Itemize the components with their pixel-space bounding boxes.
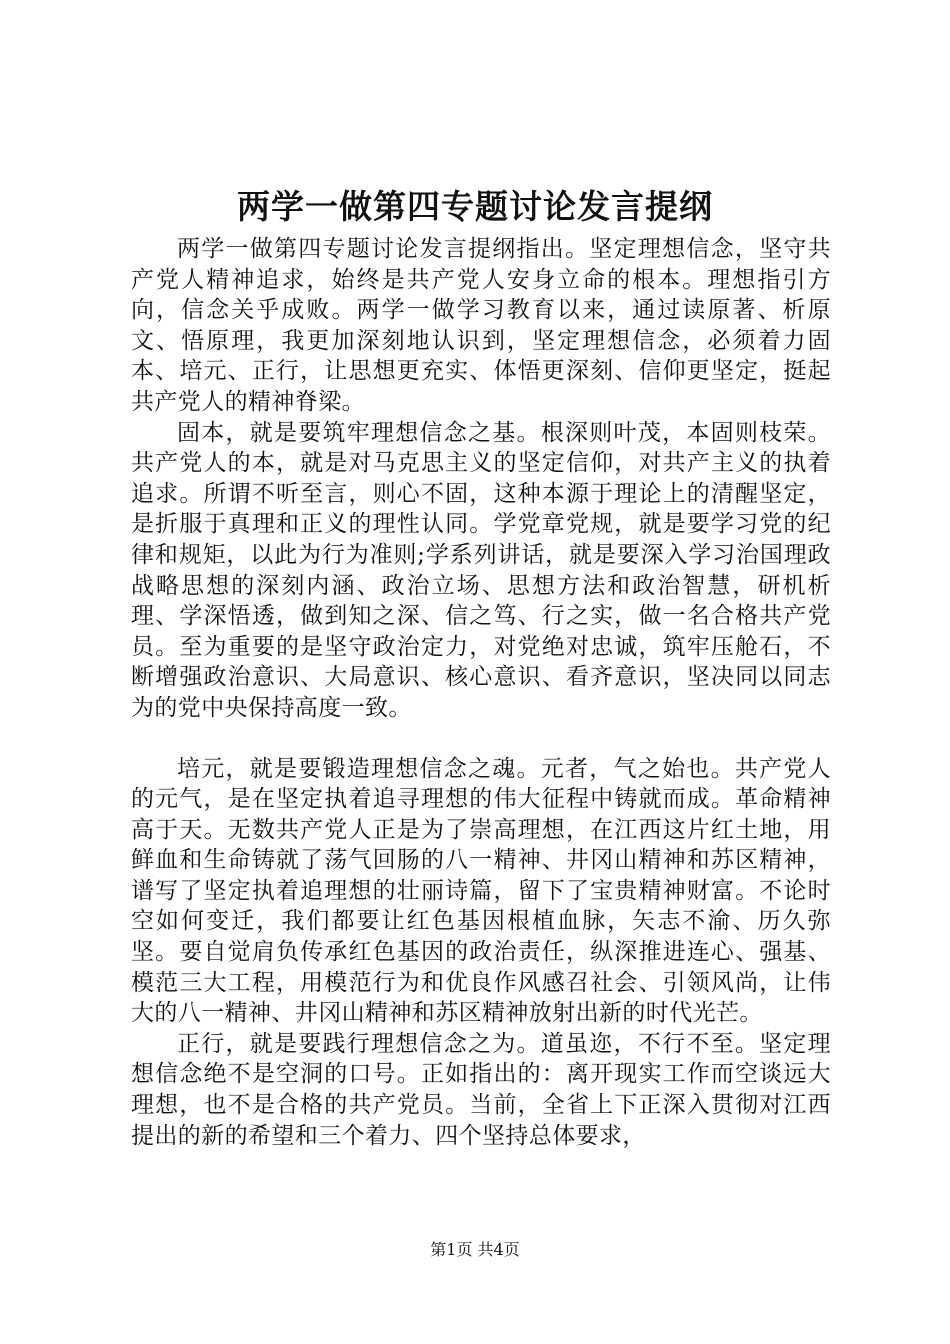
document-body: [131, 234, 831, 1151]
document-title: 两学一做第四专题讨论发言提纲: [237, 187, 713, 226]
page-footer: 第1页 共4页: [430, 1240, 520, 1259]
paragraph-intro: 两学一做第四专题讨论发言提纲指出。坚定理想信念，坚守共产党人精神追求，始终是共产党人安身立命的根本。理想指引方向，信念关乎成败。两学一做学习教育以来，通过读原著、析原文、悟原理，我更加深刻地认识到，坚定理想信念，必须着力固本、培元、正行，让思想更充实、体悟更深刻、信仰更坚定，挺起共产党人的精神脊梁。: [131, 236, 831, 415]
paragraph-guben: 固本，就是要筑牢理想信念之基。根深则叶茂，本固则枝荣。共产党人的本，就是对马克思主义的坚定信仰，对共产主义的执着追求。所谓不听至言，则心不固，这种本源于理论上的清醒坚定，是折服于真理和正义的理性认同。学党章党规，就是要学习党的纪律和规矩，以此为行为准则;学系列讲话，就是要深入学习治国理政战略思想的深刻内涵、政治立场、思想方法和政治智慧，研机析理、学深悟透，做到知之深、信之笃、行之实，做一名合格共产党员。至为重要的是坚守政治定力，对党绝对忠诚，筑牢压舱石，不断增强政治意识、大局意识、核心意识、看齐意识，坚决同以同志为的党中央保持高度一致。: [131, 419, 831, 721]
paragraph-peiyuan: 培元，就是要锻造理想信念之魂。元者，气之始也。共产党人的元气，是在坚定执着追寻理想的伟大征程中铸就而成。革命精神高于天。无数共产党人正是为了崇高理想，在江西这片红土地，用鲜血和生命铸就了荡气回肠的八一精神、井冈山精神和苏区精神，谱写了坚定执着追理想的壮丽诗篇，留下了宝贵精神财富。不论时空如何变迁，我们都要让红色基因根植血脉，矢志不渝、历久弥坚。要自觉肩负传承红色基因的政治责任，纵深推进连心、强基、模范三大工程，用模范行为和优良作风感召社会、引领风尚，让伟大的八一精神、井冈山精神和苏区精神放射出新的时代光芒。: [131, 755, 831, 1027]
paragraph-spacer: [131, 724, 831, 754]
paragraph-zhengxing: 正行，就是要践行理想信念之为。道虽迩，不行不至。坚定理想信念绝不是空洞的口号。正如指出的：离开现实工作而空谈远大理想，也不是合格的共产党员。当前，全省上下正深入贯彻对江西提出的新的希望和三个着力、四个坚持总体要求，: [131, 1030, 831, 1149]
